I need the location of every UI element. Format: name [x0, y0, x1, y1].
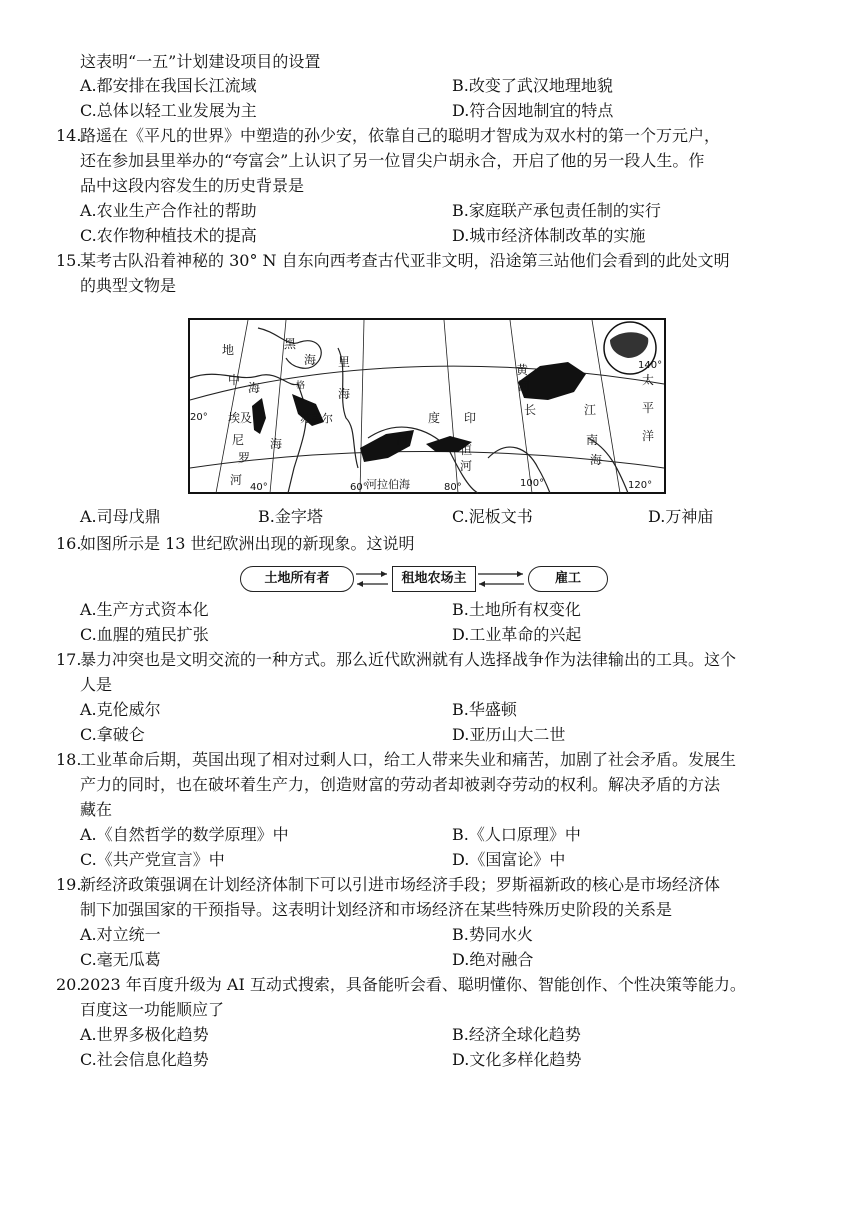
q19-option-c: C.毫无瓜葛 [80, 950, 161, 969]
q19-option-a: A.对立统一 [80, 925, 161, 944]
map-label-he3: 河 [460, 459, 473, 473]
map-label-lon20: 20° [190, 412, 208, 423]
q14-option-a: A.农业生产合作社的帮助 [80, 201, 257, 220]
map-label-heng: 恒 [460, 443, 473, 457]
q18-option-d: D.《国富论》中 [452, 850, 566, 869]
map-label-tai: 太 [642, 373, 655, 387]
map-label-he1: 河 [230, 473, 243, 487]
q15-stem-line-1: 某考古队沿着神秘的 30° N 自东向西考查古代亚非文明，沿途第三站他们会看到的此处文明 [80, 251, 730, 270]
map-label-lon60: 60° [350, 482, 368, 493]
q15-option-d: D.万神庙 [648, 507, 714, 526]
land-relations-flow-diagram [240, 564, 610, 594]
q15-option-b: B.金字塔 [258, 507, 323, 526]
flow-arrows-1 [354, 564, 390, 594]
q20-stem-line-1: 2023 年百度升级为 AI 互动式搜索，具备能听会看、聪明懂你、智能创作、个性决策等能力。 [80, 975, 746, 994]
q20-option-d: D.文化多样化趋势 [452, 1050, 582, 1069]
map-label-yin: 印 [464, 411, 477, 425]
q19-stem-line-2: 制下加强国家的干预指导。这表明计划经济和市场经济在某些特殊历史阶段的关系是 [80, 900, 673, 919]
map-label-hai4: 海 [270, 437, 283, 451]
q15-stem-line-2: 的典型文物是 [80, 276, 177, 295]
flow-node-hired-laborer: 雇工 [528, 566, 608, 592]
map-label-hai1: 海 [248, 381, 261, 395]
q15-option-a: A.司母戊鼎 [80, 507, 161, 526]
map-label-lon40: 40° [250, 482, 268, 493]
q17-option-b: B.华盛顿 [452, 700, 517, 719]
map-label-du: 度 [428, 411, 441, 425]
q14-option-c: C.农作物种植技术的提高 [80, 226, 257, 245]
ancient-civilizations-map [188, 318, 666, 494]
q18-number: 18. [56, 750, 82, 769]
q14-stem-line-1: 路遥在《平凡的世界》中塑造的孙少安，依靠自己的聪明才智成为双水村的第一个万元户， [80, 126, 721, 145]
q19-option-b: B.势同水火 [452, 925, 533, 944]
q16-option-a: A.生产方式资本化 [80, 600, 209, 619]
map-label-he4: 河 [518, 379, 531, 393]
q17-option-c: C.拿破仑 [80, 725, 145, 744]
map-label-gelu: 格 [296, 381, 306, 391]
map-label-di: 地 [222, 343, 235, 357]
q13-stem: 这表明“一五”计划建设项目的设置 [80, 52, 321, 71]
q19-number: 19. [56, 875, 82, 894]
flow-arrows-2 [476, 564, 526, 594]
q18-option-b: B.《人口原理》中 [452, 825, 581, 844]
flow-node-tenant-farmer: 租地农场主 [392, 566, 476, 592]
q15-number: 15. [56, 251, 82, 270]
q19-option-d: D.绝对融合 [452, 950, 534, 969]
q17-stem-line-2: 人是 [80, 675, 113, 694]
q18-option-a: A.《自然哲学的数学原理》中 [80, 825, 289, 844]
q15-option-c: C.泥板文书 [452, 507, 533, 526]
q18-option-c: C.《共产党宣言》中 [80, 850, 225, 869]
map-label-yang: 洋 [642, 429, 655, 443]
q16-option-d: D.工业革命的兴起 [452, 625, 582, 644]
q17-number: 17. [56, 650, 82, 669]
map-label-sumer: 苏美尔 [300, 412, 333, 425]
map-label-egypt: 埃及 [228, 411, 253, 425]
map-label-he2: 河 [396, 433, 409, 447]
map-label-li: 里 [338, 355, 351, 369]
map-label-nan: 南 [586, 433, 599, 447]
map-label-zhong: 中 [228, 373, 241, 387]
q13-option-c: C.总体以轻工业发展为主 [80, 101, 257, 120]
map-label-huang: 黄 [516, 363, 529, 377]
q13-option-b: B.改变了武汉地理地貌 [452, 76, 613, 95]
map-label-hai2: 海 [304, 353, 317, 367]
map-label-jiang: 江 [584, 403, 597, 417]
map-label-lon120: 120° [628, 480, 653, 491]
map-label-hei: 黑 [284, 337, 297, 351]
map-label-ping: 平 [642, 401, 655, 415]
q14-stem-line-2: 还在参加县里举办的“夸富会”上认识了另一位冒尖户胡永合，开启了他的另一段人生。作 [80, 151, 705, 170]
q20-option-c: C.社会信息化趋势 [80, 1050, 209, 1069]
q20-number: 20. [56, 975, 82, 994]
q13-option-d: D.符合因地制宜的特点 [452, 101, 614, 120]
map-label-hai3: 海 [338, 387, 351, 401]
map-label-lon80: 80° [444, 482, 462, 493]
flow-node-landowner: 土地所有者 [240, 566, 354, 592]
q20-option-b: B.经济全球化趋势 [452, 1025, 581, 1044]
q17-option-d: D.亚历山大二世 [452, 725, 566, 744]
map-label-ni: 尼 [232, 433, 245, 447]
q14-stem-line-3: 品中这段内容发生的历史背景是 [80, 176, 305, 195]
q16-option-b: B.土地所有权变化 [452, 600, 581, 619]
map-label-chang: 长 [524, 403, 537, 417]
q19-stem-line-1: 新经济政策强调在计划经济体制下可以引进市场经济手段；罗斯福新政的核心是市场经济体 [80, 875, 721, 894]
map-label-hai5: 海 [590, 453, 603, 467]
q14-option-b: B.家庭联产承包责任制的实行 [452, 201, 661, 220]
map-label-lon140: 140° [638, 360, 663, 371]
q20-option-a: A.世界多极化趋势 [80, 1025, 209, 1044]
q14-number: 14. [56, 126, 82, 145]
map-label-arabian-sea: 河拉伯海 [366, 478, 410, 491]
map-label-luo: 罗 [238, 451, 251, 465]
q18-stem-line-2: 产力的同时，也在破坏着生产力，创造财富的劳动者却被剥夺劳动的权利。解决矛盾的方法 [80, 775, 721, 794]
q17-option-a: A.克伦威尔 [80, 700, 161, 719]
map-label-lon100: 100° [520, 478, 545, 489]
q16-stem: 如图所示是 13 世纪欧洲出现的新现象。这说明 [80, 534, 415, 553]
q20-stem-line-2: 百度这一功能顺应了 [80, 1000, 225, 1019]
q18-stem-line-3: 藏在 [80, 800, 113, 819]
q13-option-a: A.都安排在我国长江流域 [80, 76, 257, 95]
q14-option-d: D.城市经济体制改革的实施 [452, 226, 646, 245]
q16-number: 16. [56, 534, 82, 553]
q17-stem-line-1: 暴力冲突也是文明交流的一种方式。那么近代欧洲就有人选择战争作为法律输出的工具。这个 [80, 650, 737, 669]
q16-option-c: C.血腥的殖民扩张 [80, 625, 209, 644]
q18-stem-line-1: 工业革命后期，英国出现了相对过剩人口，给工人带来失业和痛苦，加剧了社会矛盾。发展生 [80, 750, 737, 769]
